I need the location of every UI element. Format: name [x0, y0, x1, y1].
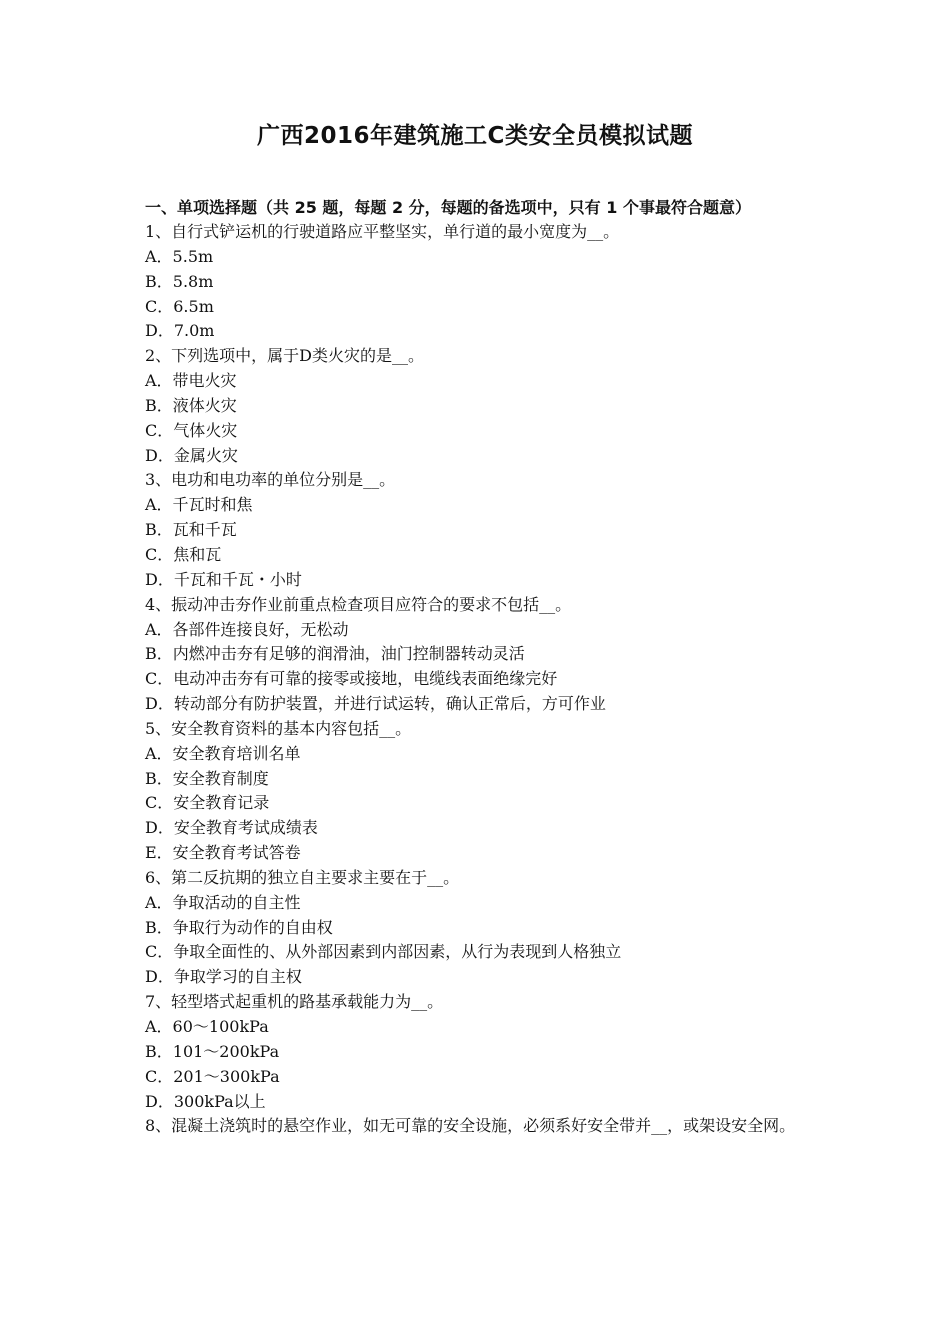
question-2	[145, 344, 807, 468]
question-text: 5、安全教育资料的基本内容包括__。	[145, 718, 412, 738]
question-text: 6、第二反抗期的独立自主要求主要在于__。	[145, 867, 460, 887]
options-list	[145, 742, 807, 866]
option-a: A．5.5m	[145, 246, 214, 266]
option-d: D．争取学习的自主权	[145, 967, 302, 987]
question-text: 8、混凝土浇筑时的悬空作业，如无可靠的安全设施，必须系好安全带并__，或架设安全网。	[145, 1116, 796, 1136]
option-d: D．7.0m	[145, 321, 215, 341]
option-c: C．电动冲击夯有可靠的接零或接地，电缆线表面绝缘完好	[145, 669, 558, 689]
question-5	[145, 717, 807, 866]
option-c: C．焦和瓦	[145, 544, 222, 564]
question-8	[145, 1114, 807, 1139]
question-7	[145, 990, 807, 1114]
option-d: D．300kPa以上	[145, 1091, 266, 1111]
option-a: A．千瓦时和焦	[145, 495, 253, 515]
option-d: D．金属火灾	[145, 445, 238, 465]
option-b: B．101～200kPa	[145, 1041, 280, 1061]
section-heading: 一、单项选择题（共 25 题，每题 2 分，每题的备选项中，只有 1 个事最符合题意）	[145, 198, 751, 217]
option-c: C．争取全面性的、从外部因素到内部因素，从行为表现到人格独立	[145, 942, 622, 962]
option-d: D．转动部分有防护装置，并进行试运转，确认正常后，方可作业	[145, 694, 606, 714]
question-text: 4、振动冲击夯作业前重点检查项目应符合的要求不包括__。	[145, 594, 572, 614]
option-a: A．60～100kPa	[145, 1017, 269, 1036]
option-e: E．安全教育考试答卷	[145, 843, 301, 863]
question-3	[145, 468, 807, 592]
option-d: D．安全教育考试成绩表	[145, 818, 318, 838]
question-text: 7、轻型塔式起重机的路基承载能力为__。	[145, 992, 444, 1012]
options-list	[145, 618, 807, 717]
option-d: D．千瓦和千瓦・小时	[145, 569, 302, 589]
question-4	[145, 593, 807, 717]
question-1	[145, 220, 807, 344]
option-c: C．201～300kPa	[145, 1066, 280, 1086]
option-b: B．5.8m	[145, 271, 214, 291]
options-list	[145, 1015, 807, 1114]
option-a: A．带电火灾	[145, 371, 237, 391]
question-text: 2、下列选项中，属于D类火灾的是__。	[145, 346, 425, 366]
document-title: 广西2016年建筑施工C类安全员模拟试题	[257, 123, 693, 149]
options-list	[145, 369, 807, 468]
option-b: B．内燃冲击夯有足够的润滑油，油门控制器转动灵活	[145, 644, 525, 664]
question-text: 3、电功和电功率的单位分别是__。	[145, 470, 396, 490]
question-6	[145, 866, 807, 990]
option-c: C．气体火灾	[145, 420, 238, 440]
option-c: C．安全教育记录	[145, 793, 270, 813]
options-list	[145, 891, 807, 990]
question-text: 1、自行式铲运机的行驶道路应平整坚实，单行道的最小宽度为__。	[145, 222, 620, 241]
options-list	[145, 493, 807, 592]
option-b: B．安全教育制度	[145, 768, 269, 788]
option-b: B．争取行为动作的自由权	[145, 917, 333, 937]
options-list	[145, 245, 807, 344]
option-b: B．瓦和千瓦	[145, 520, 237, 540]
option-b: B．液体火灾	[145, 395, 237, 415]
option-a: A．争取活动的自主性	[145, 892, 301, 912]
option-a: A．各部件连接良好，无松动	[145, 619, 349, 639]
option-a: A．安全教育培训名单	[145, 743, 301, 763]
option-c: C．6.5m	[145, 296, 214, 316]
document-body	[145, 196, 807, 1139]
